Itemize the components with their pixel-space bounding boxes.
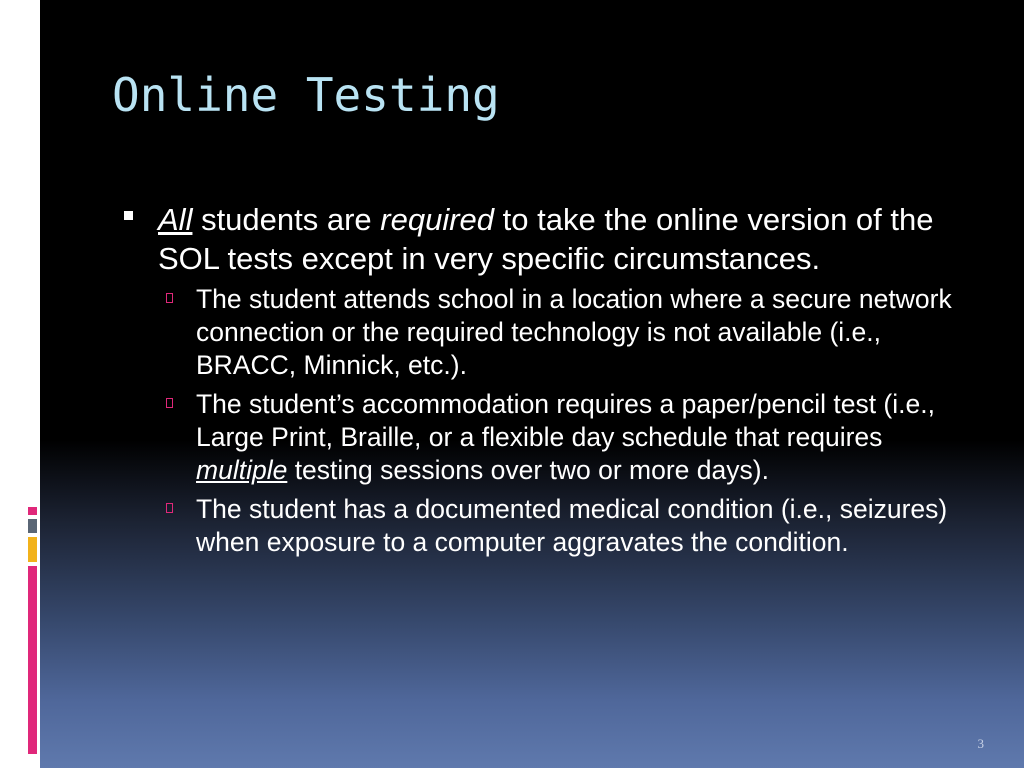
slide-body <box>120 200 980 559</box>
sub-bullet-1-text: The student attends school in a location where a secure network connection or the required technology is not available (i.e., BRACC, Minnick, etc.). <box>196 284 952 380</box>
slide-title: Online Testing <box>112 68 500 122</box>
sub-bullet-1 <box>120 283 980 382</box>
strip-accent-pink-long <box>28 566 37 754</box>
bullet-lead-all: All <box>158 202 193 237</box>
square-bullet-icon <box>124 211 133 220</box>
sub-bullet-2-italic-multiple: multiple <box>196 455 288 485</box>
sub-bullet-3 <box>120 493 980 559</box>
bullet-text-b: to take the online version of the SOL tests except in very specific circumstances. <box>158 202 934 276</box>
strip-accent-pink-top <box>28 507 37 515</box>
page-number: 3 <box>977 736 984 751</box>
bullet-text-a: students are <box>192 202 381 237</box>
left-decorative-strip <box>0 0 40 768</box>
hollow-square-bullet-icon <box>166 293 173 303</box>
strip-accent-slate <box>28 519 37 533</box>
sub-bullet-2-text-a: The student’s accommodation requires a paper/pencil test (i.e., Large Print, Braille, or a flexible day schedule that requires <box>196 389 935 452</box>
strip-accent-gold <box>28 537 37 562</box>
bullet-italic-required: required <box>380 202 495 237</box>
slide <box>40 0 1024 768</box>
sub-bullet-2-text-b: testing sessions over two or more days). <box>287 455 769 485</box>
sub-bullet-2 <box>120 388 980 487</box>
hollow-square-bullet-icon <box>166 503 173 513</box>
sub-bullet-3-text: The student has a documented medical condition (i.e., seizures) when exposure to a computer aggravates the condition. <box>196 494 948 557</box>
main-bullet <box>120 200 980 278</box>
hollow-square-bullet-icon <box>166 398 173 408</box>
